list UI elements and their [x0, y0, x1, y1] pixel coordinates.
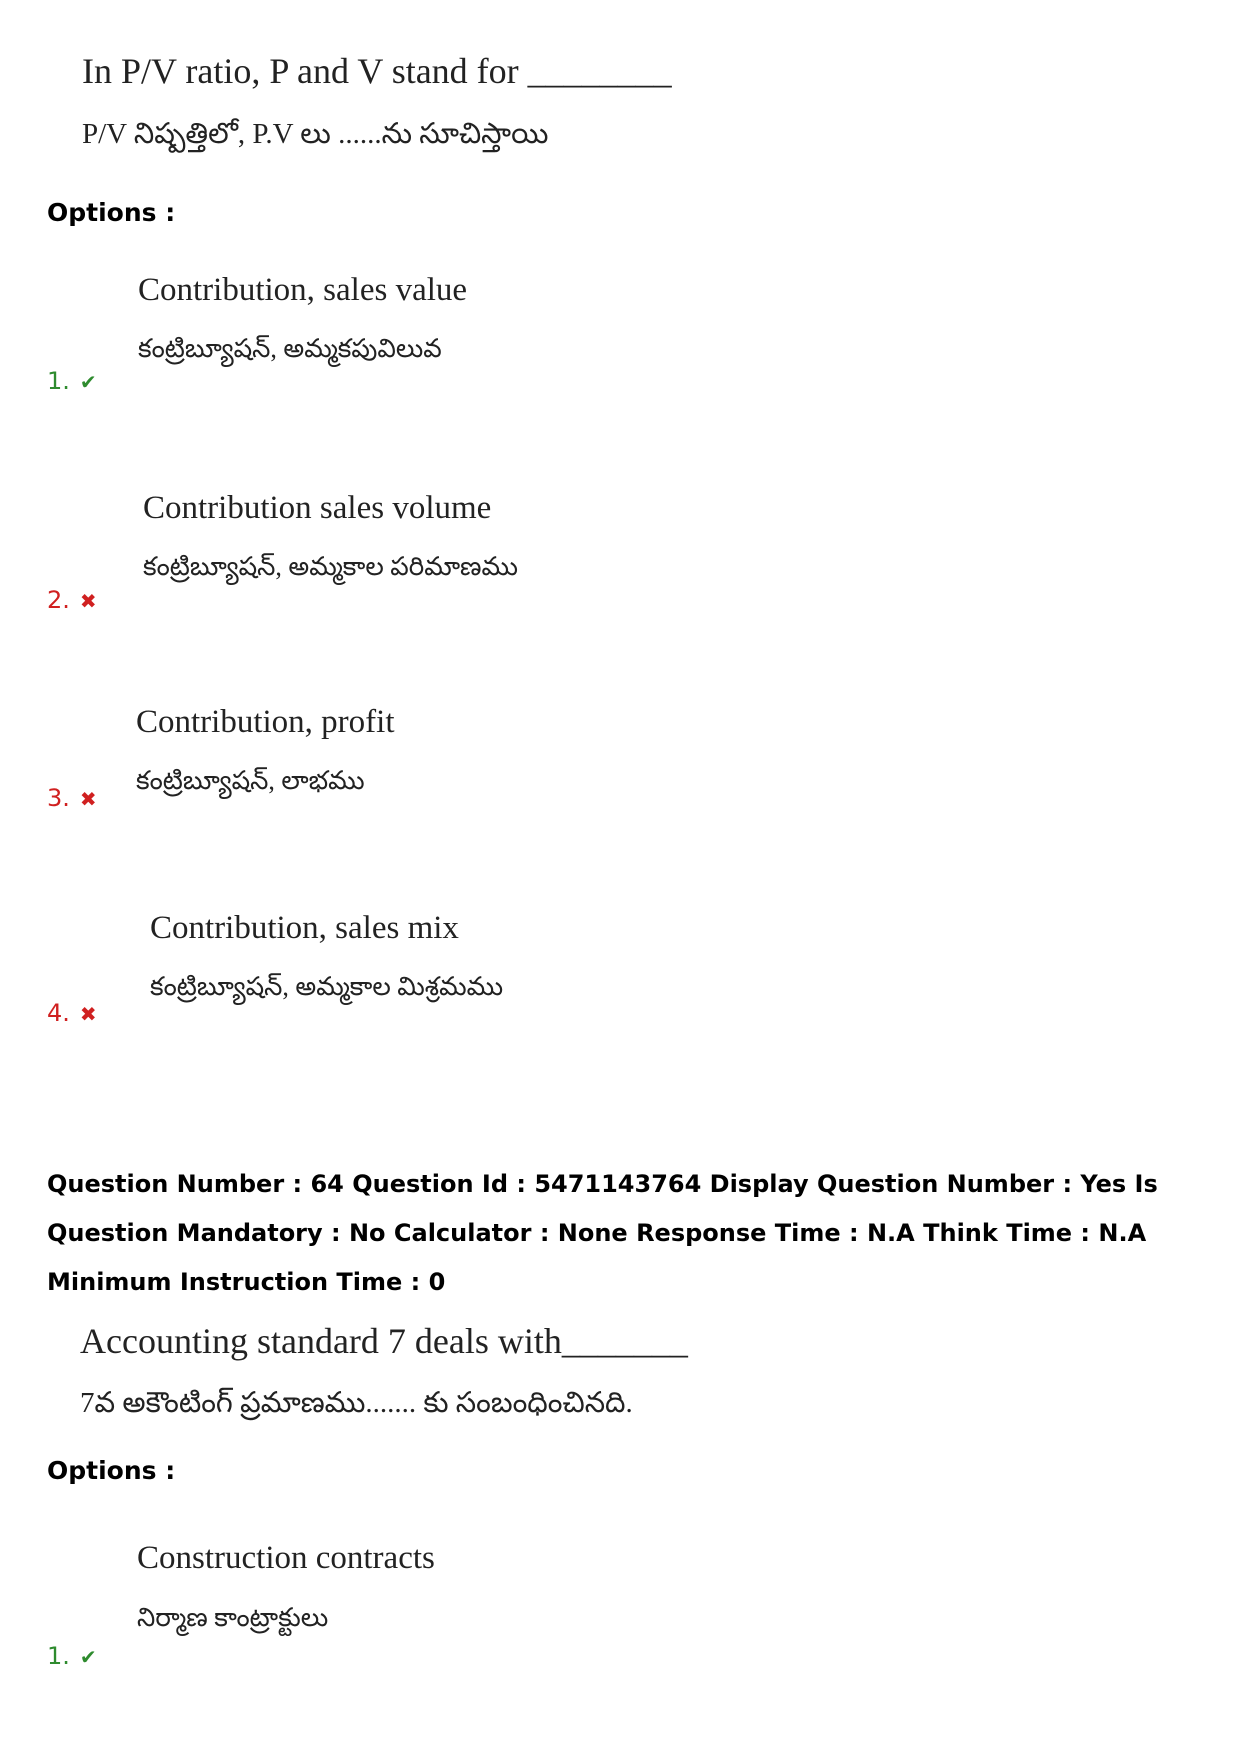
option-1-number [47, 1642, 97, 1670]
option-3-number [47, 784, 97, 812]
question-text-te: 7వ అకౌంటింగ్ ప్రమాణము....... కు సంబంధించినది. [80, 1387, 633, 1419]
cross-icon: ✖ [79, 787, 97, 811]
option-1-text-en: Contribution, sales value [138, 272, 468, 308]
options-label: Options : [47, 1456, 176, 1485]
option-number: 4. [47, 999, 70, 1027]
option-1-number [47, 367, 97, 395]
option-4-text-en: Contribution, sales mix [150, 910, 459, 946]
option-4-number [47, 999, 97, 1027]
option-2-text-te: కంట్రిబ్యూషన్, అమ్మకాల పరిమాణము [143, 552, 519, 581]
question-text-te: P/V నిష్పత్తిలో, P.V లు ......ను సూచిస్తాయి [82, 118, 549, 150]
question-text-en: In P/V ratio, P and V stand for ________ [82, 51, 672, 91]
option-1-text-en: Construction contracts [137, 1540, 435, 1576]
check-icon: ✔ [79, 370, 97, 394]
option-number: 2. [47, 586, 70, 614]
question-text-en: Accounting standard 7 deals with_______ [80, 1321, 688, 1361]
option-3-text-te: కంట్రిబ్యూషన్, లాభము [136, 766, 365, 795]
options-label: Options : [47, 198, 176, 227]
option-2-number [47, 586, 97, 614]
option-2-text-en: Contribution sales volume [143, 490, 492, 526]
cross-icon: ✖ [79, 589, 97, 613]
option-number: 1. [47, 367, 70, 395]
option-4-text-te: కంట్రిబ్యూషన్, అమ్మకాల మిశ్రమము [150, 972, 504, 1001]
option-1-text-te: నిర్మాణ కాంట్రాక్టులు [137, 1603, 329, 1632]
option-number: 3. [47, 784, 70, 812]
option-1-text-te: కంట్రిబ్యూషన్, అమ్మకపువిలువ [138, 334, 442, 363]
cross-icon: ✖ [79, 1002, 97, 1026]
option-number: 1. [47, 1642, 70, 1670]
check-icon: ✔ [79, 1645, 97, 1669]
question-meta: Question Number : 64 Question Id : 5471143764 Display Question Number : Yes Is Question Mandatory : No Calculator : None Response Time : N.A Think Time : N.A Minimum Instruction Time : 0 [47, 1170, 1158, 1296]
option-3-text-en: Contribution, profit [136, 704, 395, 740]
